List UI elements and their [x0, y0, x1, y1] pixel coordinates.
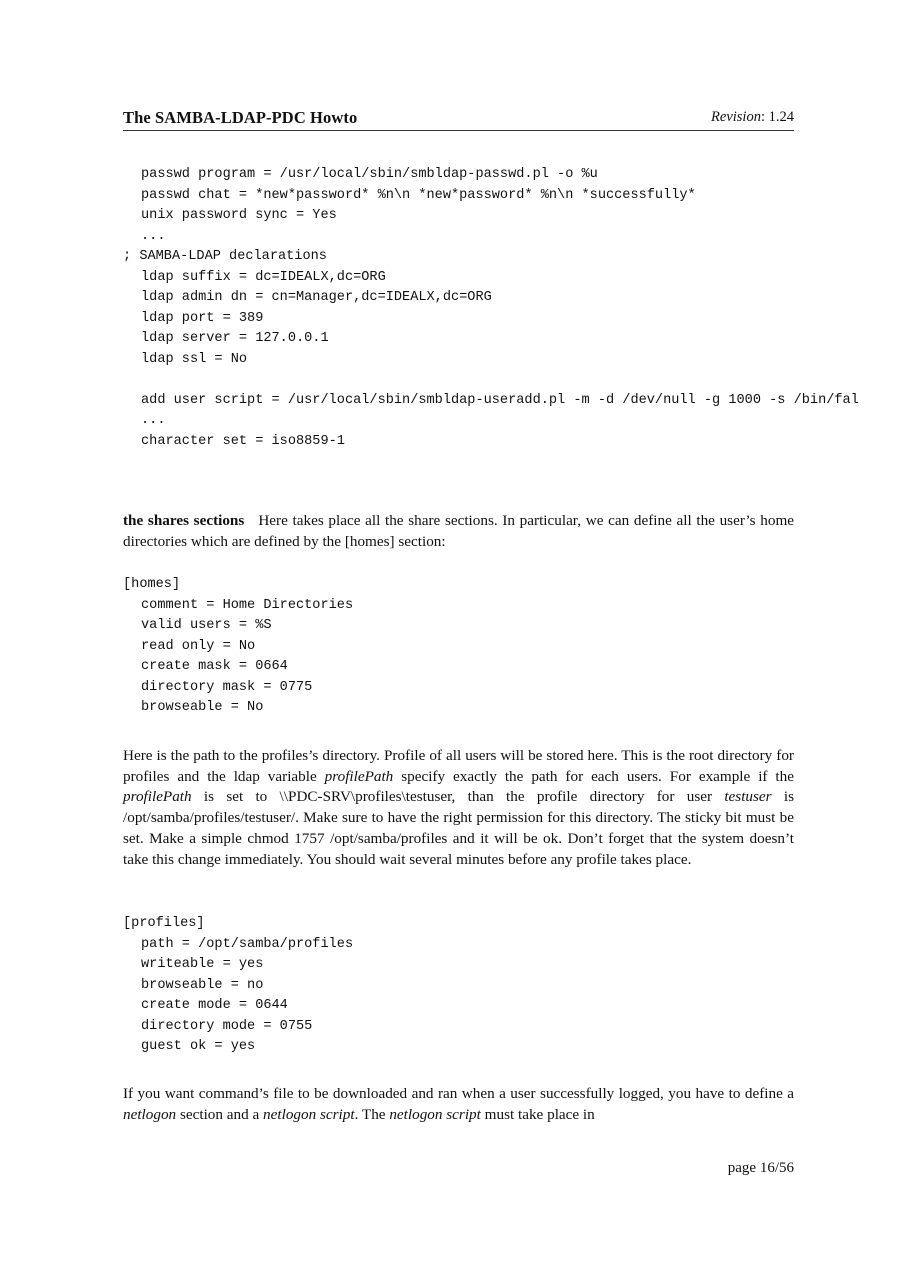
code-line: passwd program = /usr/local/sbin/smbldap-passwd.pl -o %u: [141, 167, 598, 182]
code-line: ...: [141, 413, 166, 428]
netlogon-em-3: netlogon script: [389, 1105, 481, 1123]
netlogon-em-2: netlogon script: [263, 1105, 355, 1123]
netlogon-em-1: netlogon: [123, 1105, 177, 1123]
profiles-paragraph: [123, 746, 794, 870]
code-line: ldap port = 389: [141, 310, 264, 326]
code-line: directory mode = 0755: [141, 1018, 313, 1034]
shares-section-text: Here takes place all the share sections. In particular, we can define all the user’s home directories which are defined by the [homes] section:: [123, 512, 795, 550]
code-line: create mode = 0644: [141, 998, 288, 1013]
code-line: guest ok = yes: [141, 1039, 256, 1054]
page-number: page 16/56: [727, 1160, 794, 1176]
code-line: ; SAMBA-LDAP declarations: [123, 249, 327, 264]
code-block-homes: [123, 575, 353, 719]
code-line: ldap suffix = dc=IDEALX,dc=ORG: [141, 269, 386, 285]
code-line: valid users = %S: [141, 618, 272, 633]
code-line: unix password sync = Yes: [141, 208, 337, 223]
revision-info: [711, 109, 794, 126]
code-line: ldap server = 127.0.0.1: [141, 331, 329, 346]
revision-value: : 1.24: [760, 109, 794, 125]
code-line: [123, 370, 859, 391]
code-line: [profiles]: [123, 916, 205, 931]
netlogon-text-4: must take place in: [480, 1105, 595, 1123]
page-header: [123, 108, 794, 131]
netlogon-text-3: . The: [354, 1105, 390, 1123]
code-line: read only = No: [141, 638, 256, 654]
profiles-text-4: is /opt/samba/profiles/testuser/. Make sure to have the right permission for this directory. The sticky bit must be set. Make a simple chmod 1757 /opt/samba/profiles and it will be ok. Don’t forget that the system doesn’t take this change immediately. You should wait several minutes before any profile takes place.: [123, 788, 794, 868]
netlogon-text-1: If you want command’s file to be downloaded and ran when a user successfully logged, you have to define a: [123, 1085, 794, 1102]
code-line: ...: [141, 228, 166, 244]
profiles-em-1: profilePath: [324, 767, 394, 785]
shares-section-heading: the shares sections: [123, 512, 245, 529]
shares-paragraph: [123, 511, 794, 552]
code-line: create mask = 0664: [141, 659, 288, 674]
code-line: directory mask = 0775: [141, 679, 313, 695]
code-line: character set = iso8859-1: [141, 433, 345, 449]
profiles-em-2: profilePath: [123, 788, 192, 806]
code-line: comment = Home Directories: [141, 597, 354, 613]
profiles-text-2: specify exactly the path for each users. For example if the: [393, 767, 794, 785]
code-line: browseable = No: [141, 700, 264, 715]
netlogon-paragraph: [123, 1084, 794, 1125]
code-line: passwd chat = *new*password* %n\n *new*password* %n\n *successfully*: [141, 187, 696, 203]
code-line: ldap ssl = No: [141, 351, 248, 367]
code-block-global-config: [123, 165, 859, 452]
profiles-em-3: testuser: [724, 788, 772, 806]
netlogon-text-2: section and a: [176, 1105, 264, 1123]
code-line: path = /opt/samba/profiles: [141, 936, 354, 952]
profiles-text-3: is set to \\PDC-SRV\profiles\testuser, than the profile directory for user: [191, 788, 725, 806]
code-line: [homes]: [123, 577, 181, 592]
profiles-text-1: Here is the path to the profiles’s directory. Profile of all users will be stored here. This is the root directory for profiles and the ldap variable: [123, 747, 794, 785]
code-line: writeable = yes: [141, 957, 264, 972]
code-line: ldap admin dn = cn=Manager,dc=IDEALX,dc=ORG: [141, 290, 492, 305]
code-line: browseable = no: [141, 977, 264, 993]
code-block-profiles: [123, 914, 353, 1058]
code-line: add user script = /usr/local/sbin/smbldap-useradd.pl -m -d /dev/null -g 1000 -s /bin/fal: [141, 392, 859, 408]
revision-label: Revision: [711, 109, 761, 125]
document-title: The SAMBA-LDAP-PDC Howto: [123, 108, 358, 127]
